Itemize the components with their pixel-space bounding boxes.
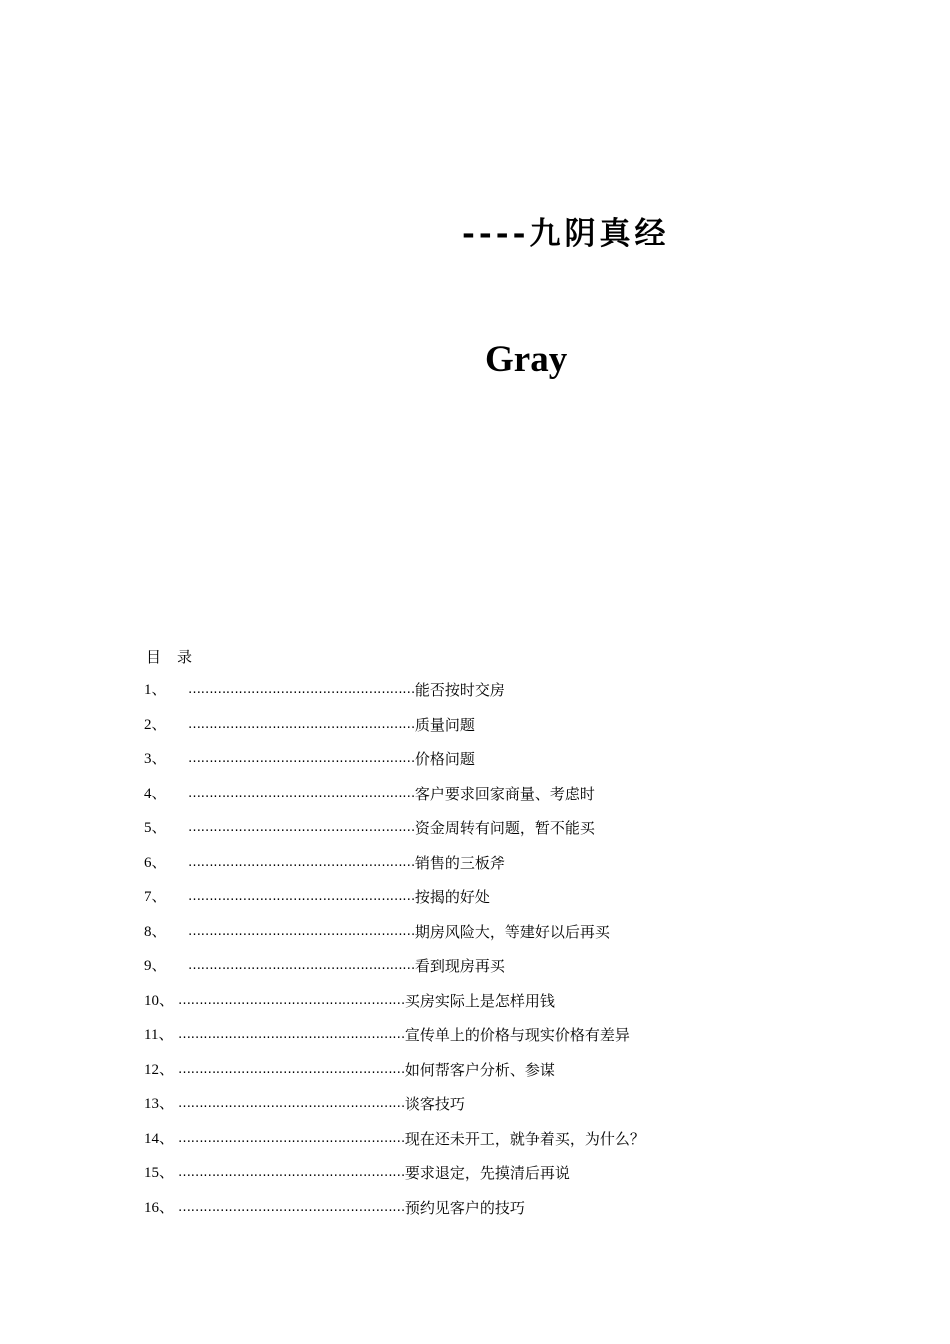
toc-leader-dots: ……………………………………………… <box>188 716 415 732</box>
toc-item-label: 资金周转有问题，暂不能买 <box>414 819 595 837</box>
toc-item-number: 15、 <box>144 1165 175 1181</box>
toc-item <box>144 1163 844 1198</box>
toc-item <box>144 853 844 888</box>
toc-item-number: 7、 <box>144 889 167 905</box>
toc-item-number: 9、 <box>144 958 167 974</box>
toc-item-label: 客户要求回家商量、考虑时 <box>414 784 595 803</box>
toc-leader-dots: ……………………………………………… <box>188 751 415 766</box>
toc-item-number: 6、 <box>144 854 167 871</box>
toc-heading-char: 录 <box>177 648 193 666</box>
toc-item-label: 看到现房再买 <box>414 957 505 975</box>
toc-item <box>144 818 844 853</box>
toc-item-label: 质量问题 <box>414 715 475 734</box>
toc-heading-char: 目 <box>146 648 162 666</box>
toc-item-label: 期房风险大，等建好以后再买 <box>414 922 610 941</box>
toc-item <box>144 956 844 991</box>
toc-item-label: 如何帮客户分析、参谋 <box>404 1060 555 1079</box>
document-subtitle: ----九阴真经 <box>462 216 670 252</box>
table-of-contents <box>144 680 844 1232</box>
toc-item-label: 买房实际上是怎样用钱 <box>404 991 555 1010</box>
toc-item-number: 10、 <box>144 992 175 1009</box>
toc-item-label: 销售的三板斧 <box>414 853 505 872</box>
toc-leader-dots: ……………………………………………… <box>178 1096 405 1111</box>
toc-leader-dots: ……………………………………………… <box>188 820 415 835</box>
toc-leader-dots: ……………………………………………… <box>178 1130 405 1146</box>
toc-item-label: 按揭的好处 <box>414 888 490 906</box>
author-name: Gray <box>485 339 568 380</box>
toc-item <box>144 1025 844 1060</box>
toc-item <box>144 784 844 819</box>
toc-item-label: 宣传单上的价格与现实价格有差异 <box>404 1026 630 1044</box>
toc-leader-dots: ……………………………………………… <box>178 1027 405 1042</box>
toc-item-label: 价格问题 <box>414 750 475 768</box>
toc-item <box>144 1198 844 1233</box>
toc-leader-dots: ……………………………………………… <box>188 958 415 973</box>
toc-item <box>144 991 844 1026</box>
toc-item-label: 谈客技巧 <box>404 1095 465 1113</box>
toc-item-number: 1、 <box>144 682 167 698</box>
toc-leader-dots: ……………………………………………… <box>188 785 415 801</box>
toc-item <box>144 1129 844 1164</box>
toc-item-number: 5、 <box>144 820 167 836</box>
toc-item <box>144 1094 844 1129</box>
toc-leader-dots: ……………………………………………… <box>188 854 415 870</box>
toc-item <box>144 1060 844 1095</box>
toc-leader-dots: ……………………………………………… <box>178 1061 405 1077</box>
toc-item-number: 8、 <box>144 923 167 940</box>
toc-item-number: 4、 <box>144 785 167 802</box>
toc-leader-dots: ……………………………………………… <box>178 1165 405 1180</box>
toc-item-number: 16、 <box>144 1199 175 1216</box>
toc-item <box>144 715 844 750</box>
toc-item-label: 能否按时交房 <box>414 681 505 699</box>
toc-item-number: 12、 <box>144 1061 175 1078</box>
toc-item-number: 3、 <box>144 751 167 767</box>
toc-item-number: 13、 <box>144 1096 175 1112</box>
toc-leader-dots: ……………………………………………… <box>178 1199 405 1215</box>
toc-item <box>144 922 844 957</box>
toc-item-label: 现在还未开工，就争着买，为什么？ <box>404 1129 645 1148</box>
toc-item-number: 11、 <box>144 1027 174 1043</box>
toc-leader-dots: ……………………………………………… <box>188 682 415 697</box>
toc-item-label: 预约见客户的技巧 <box>404 1198 525 1217</box>
toc-item <box>144 749 844 784</box>
toc-leader-dots: ……………………………………………… <box>188 923 415 939</box>
toc-heading <box>146 646 192 667</box>
toc-item-number: 14、 <box>144 1130 175 1147</box>
toc-leader-dots: ……………………………………………… <box>188 889 415 904</box>
toc-leader-dots: ……………………………………………… <box>178 992 405 1008</box>
toc-item <box>144 680 844 715</box>
toc-item <box>144 887 844 922</box>
toc-item-number: 2、 <box>144 716 167 733</box>
toc-item-label: 要求退定，先摸清后再说 <box>404 1164 570 1182</box>
